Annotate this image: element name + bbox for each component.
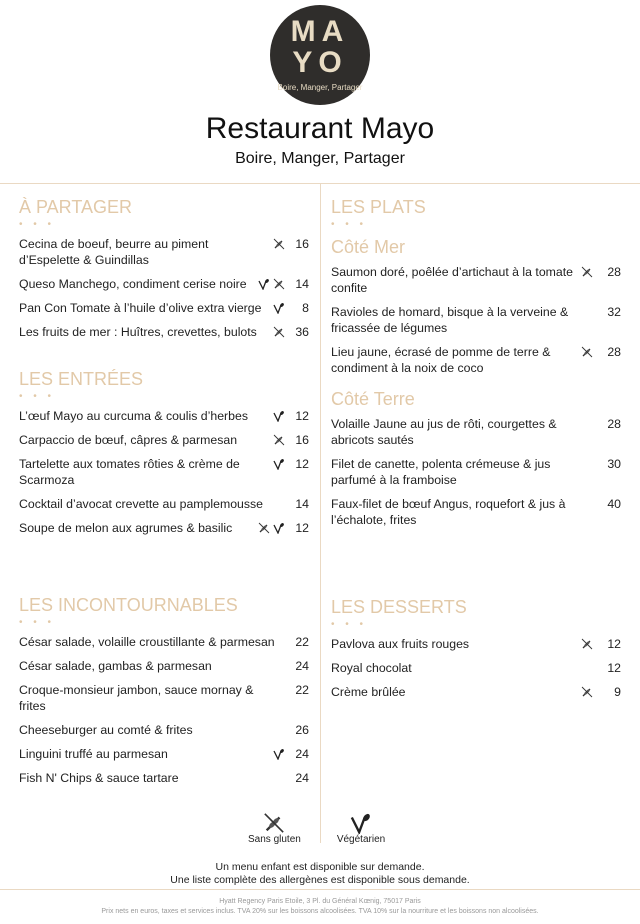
diet-icons bbox=[581, 344, 593, 360]
gluten-free-icon bbox=[273, 434, 285, 446]
dish-price: 22 bbox=[295, 635, 309, 649]
section-title: À PARTAGER bbox=[19, 197, 133, 217]
diet-icons bbox=[273, 432, 285, 448]
diet-icons bbox=[258, 276, 285, 292]
footer-prices: Prix nets en euros, taxes et services inclus. TVA 20% sur les boissons alcoolisées. TVA 10% sur la nourriture et les boissons non alcoolisées. bbox=[101, 908, 539, 915]
dish-price: 16 bbox=[295, 237, 309, 251]
legend-label: Végétarien bbox=[336, 834, 386, 845]
menu-item bbox=[19, 300, 309, 316]
diet-icons bbox=[273, 746, 285, 762]
dish-price: 12 bbox=[607, 637, 621, 651]
section-title: LES PLATS bbox=[331, 197, 426, 217]
vegetarian-icon bbox=[273, 748, 285, 760]
diet-icons bbox=[581, 264, 593, 280]
dish-price: 12 bbox=[607, 661, 621, 675]
dish-name: Pavlova aux fruits rouges bbox=[331, 637, 470, 651]
vegetarian-icon bbox=[273, 410, 285, 422]
menu-section bbox=[19, 196, 309, 348]
menu-item bbox=[331, 416, 621, 448]
vegetarian-icon bbox=[273, 302, 285, 314]
logo-text-bottom: YO bbox=[292, 46, 348, 79]
section-dots: • • • bbox=[331, 619, 368, 630]
logo-text-top: MA bbox=[290, 15, 350, 48]
dish-name: César salade, volaille croustillante & parmesan bbox=[19, 635, 275, 649]
dish-name: Ravioles de homard, bisque à la verveine & fricassée de légumes bbox=[331, 305, 569, 335]
menu-section bbox=[331, 196, 621, 536]
dish-name: Les fruits de mer : Huîtres, crevettes, bulots bbox=[19, 325, 257, 339]
dish-price: 28 bbox=[607, 417, 621, 431]
section-dots: • • • bbox=[19, 617, 56, 628]
section-dots: • • • bbox=[19, 391, 56, 402]
dish-name: Soupe de melon aux agrumes & basilic bbox=[19, 521, 233, 535]
gluten-free-icon bbox=[273, 238, 285, 250]
dish-name: Tartelette aux tomates rôties & crème de Scarmoza bbox=[19, 457, 240, 487]
logo-tagline: Boire, Manger, Partager bbox=[277, 83, 363, 92]
dish-price: 12 bbox=[295, 409, 309, 423]
subsection-title: Côté Mer bbox=[331, 237, 406, 257]
menu-item bbox=[331, 684, 621, 700]
diet-icons bbox=[273, 408, 285, 424]
menu-section bbox=[331, 596, 621, 708]
gluten-free-icon bbox=[273, 278, 285, 290]
dish-price: 14 bbox=[295, 497, 309, 511]
section-dots: • • • bbox=[19, 219, 56, 230]
dish-price: 9 bbox=[614, 685, 621, 699]
subsection-title: Côté Terre bbox=[331, 389, 415, 409]
dish-name: Royal chocolat bbox=[331, 661, 412, 675]
diet-icons bbox=[581, 636, 593, 652]
dish-price: 22 bbox=[295, 683, 309, 697]
dish-name: César salade, gambas & parmesan bbox=[19, 659, 212, 673]
menu-item bbox=[19, 634, 309, 650]
menu-item bbox=[331, 304, 621, 336]
menu-item bbox=[19, 520, 309, 536]
menu-item bbox=[19, 746, 309, 762]
gluten-free-icon bbox=[263, 812, 285, 834]
menu-item bbox=[19, 408, 309, 424]
dish-price: 8 bbox=[302, 301, 309, 315]
legend bbox=[248, 812, 385, 846]
section-title: LES INCONTOURNABLES bbox=[19, 595, 238, 615]
page-title: Restaurant Mayo bbox=[205, 112, 435, 145]
dish-name: Cocktail d’avocat crevette au pamplemousse bbox=[19, 497, 264, 511]
legend-gluten-free bbox=[248, 812, 301, 846]
menu-section bbox=[19, 594, 309, 794]
dish-price: 28 bbox=[607, 345, 621, 359]
section-dots: • • • bbox=[331, 219, 368, 230]
menu-item bbox=[331, 456, 621, 488]
section-title: LES ENTRÉES bbox=[19, 369, 144, 389]
vegetarian-icon bbox=[258, 278, 270, 290]
menu-item bbox=[19, 722, 309, 738]
dish-price: 24 bbox=[295, 747, 309, 761]
menu-item bbox=[331, 636, 621, 652]
dish-price: 16 bbox=[295, 433, 309, 447]
menu-item bbox=[331, 660, 621, 676]
diet-icons bbox=[273, 300, 285, 316]
dish-name: Lieu jaune, écrasé de pomme de terre & condiment à la noix de coco bbox=[331, 345, 551, 375]
legend-label: Sans gluten bbox=[248, 834, 301, 845]
menu-item bbox=[331, 496, 621, 528]
dish-name: Pan Con Tomate à l’huile d’olive extra vierge bbox=[19, 301, 262, 315]
dish-price: 28 bbox=[607, 265, 621, 279]
dish-name: Cecina de boeuf, beurre au piment d’Espelette & Guindillas bbox=[19, 237, 209, 267]
dish-price: 32 bbox=[607, 305, 621, 319]
dish-name: Crème brûlée bbox=[331, 685, 406, 699]
dish-price: 30 bbox=[607, 457, 621, 471]
menu-item bbox=[19, 324, 309, 340]
menu-item bbox=[331, 264, 621, 296]
footer-address: Hyatt Regency Paris Etoile, 3 Pl. du Général Kœnig, 75017 Paris bbox=[219, 898, 421, 905]
dish-name: Saumon doré, poêlée d’artichaut à la tomate confite bbox=[331, 265, 573, 295]
dish-price: 24 bbox=[295, 771, 309, 785]
dish-name: Filet de canette, polenta crémeuse & jus parfumé à la framboise bbox=[331, 457, 551, 487]
diet-icons bbox=[273, 456, 285, 472]
diet-icons bbox=[273, 324, 285, 340]
menu-item bbox=[19, 770, 309, 786]
dish-name: Fish N' Chips & sauce tartare bbox=[19, 771, 179, 785]
page-subtitle: Boire, Manger, Partager bbox=[235, 150, 405, 167]
menu-item bbox=[19, 276, 309, 292]
menu-item bbox=[19, 658, 309, 674]
dish-name: Linguini truffé au parmesan bbox=[19, 747, 168, 761]
dish-price: 26 bbox=[295, 723, 309, 737]
dish-price: 24 bbox=[295, 659, 309, 673]
menu-item bbox=[19, 682, 309, 714]
column-divider bbox=[320, 183, 321, 843]
dish-name: Carpaccio de bœuf, câpres & parmesan bbox=[19, 433, 238, 447]
footer bbox=[0, 897, 640, 917]
dish-name: Volaille Jaune au jus de rôti, courgettes & abricots sautés bbox=[331, 417, 557, 447]
gluten-free-icon bbox=[581, 638, 593, 650]
menu-item bbox=[19, 496, 309, 512]
vegetarian-icon bbox=[273, 522, 285, 534]
note-allergens: Une liste complète des allergènes est disponible sous demande. bbox=[170, 874, 470, 886]
dish-price: 36 bbox=[295, 325, 309, 339]
menu-item bbox=[331, 344, 621, 376]
dish-price: 40 bbox=[607, 497, 621, 511]
gluten-free-icon bbox=[258, 522, 270, 534]
section-title: LES DESSERTS bbox=[331, 597, 467, 617]
notes bbox=[0, 861, 640, 887]
vegetarian-icon bbox=[273, 458, 285, 470]
bottom-divider bbox=[0, 889, 640, 890]
dish-price: 12 bbox=[295, 457, 309, 471]
note-kids-menu: Un menu enfant est disponible sur demande. bbox=[215, 861, 425, 873]
dish-price: 14 bbox=[295, 277, 309, 291]
dish-name: Queso Manchego, condiment cerise noire bbox=[19, 277, 247, 291]
dish-price: 12 bbox=[295, 521, 309, 535]
dish-name: L’œuf Mayo au curcuma & coulis d’herbes bbox=[19, 409, 248, 423]
gluten-free-icon bbox=[581, 686, 593, 698]
dish-name: Cheeseburger au comté & frites bbox=[19, 723, 193, 737]
vegetarian-icon bbox=[350, 812, 372, 834]
menu-item bbox=[19, 456, 309, 488]
gluten-free-icon bbox=[581, 346, 593, 358]
diet-icons bbox=[258, 520, 285, 536]
restaurant-logo bbox=[270, 5, 370, 105]
dish-name: Faux-filet de bœuf Angus, roquefort & jus à l’échalote, frites bbox=[331, 497, 566, 527]
diet-icons bbox=[581, 684, 593, 700]
menu-item bbox=[19, 236, 309, 268]
legend-vegetarian bbox=[337, 812, 385, 846]
menu-item bbox=[19, 432, 309, 448]
diet-icons bbox=[273, 236, 285, 252]
gluten-free-icon bbox=[581, 266, 593, 278]
dish-name: Croque-monsieur jambon, sauce mornay & frites bbox=[19, 683, 254, 713]
gluten-free-icon bbox=[273, 326, 285, 338]
menu-section bbox=[19, 368, 309, 544]
